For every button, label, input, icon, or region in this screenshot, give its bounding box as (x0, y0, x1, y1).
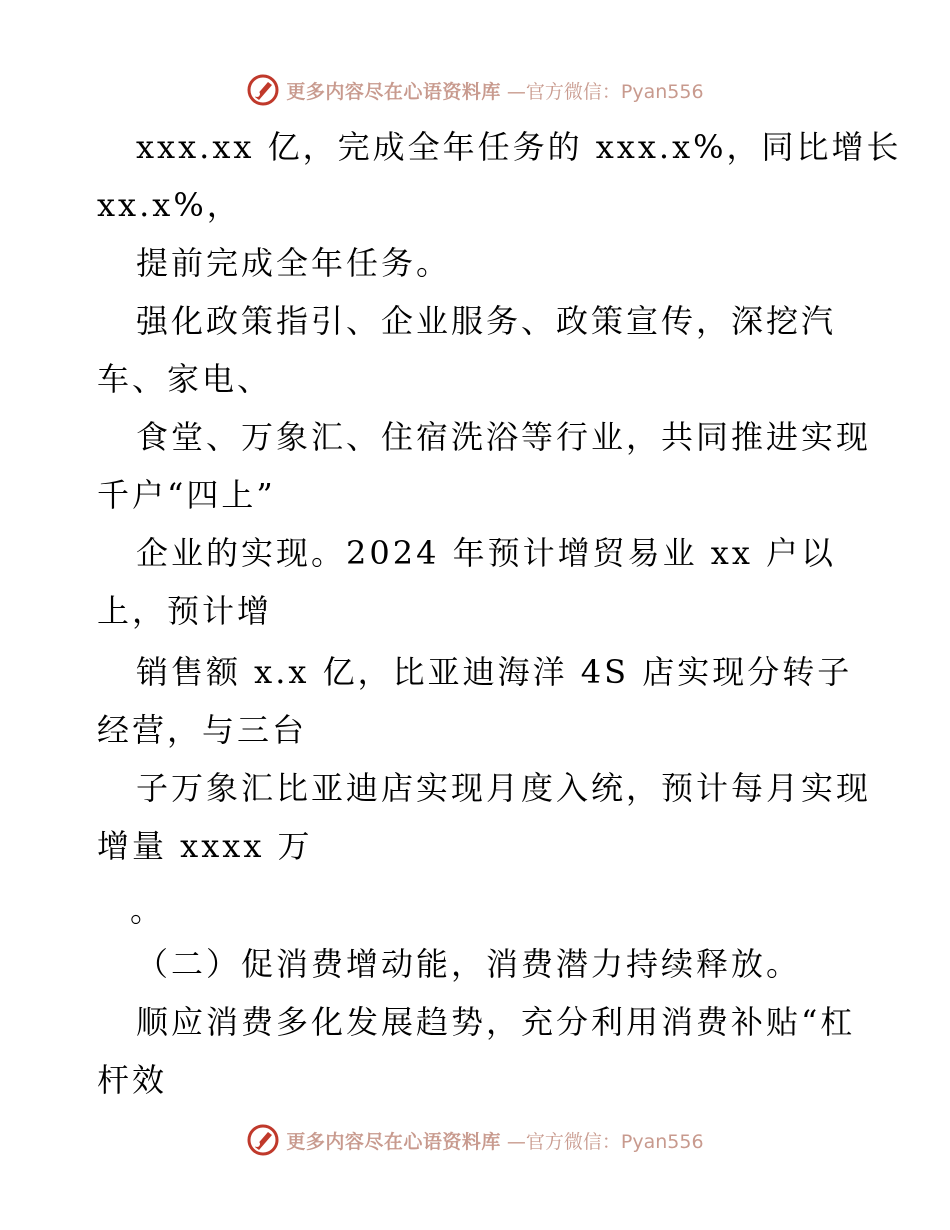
watermark-contact: —官方微信：Pyan556 (506, 1130, 704, 1153)
watermark-text: 更多内容尽在心语资料库 (286, 1130, 501, 1153)
text-line: 食堂、万象汇、住宿洗浴等行业，共同推进实现 (136, 418, 872, 456)
text-line: 。 (130, 891, 166, 929)
watermark-text: 更多内容尽在心语资料库 (286, 80, 501, 103)
text-line: 企业的实现。2024 年预计增贸易业 xx 户以 (136, 534, 837, 572)
pen-logo-icon (246, 73, 280, 107)
text-line: 顺应消费多化发展趋势，充分利用消费补贴“杠 (136, 1003, 856, 1041)
text-line: 车、家电、 (97, 360, 273, 398)
text-line: xx.x%， (97, 186, 242, 224)
text-line: 强化政策指引、企业服务、政策宣传，深挖汽 (136, 302, 837, 340)
text-line: 增量 xxxx 万 (97, 827, 313, 865)
text-line: 千户“四上” (97, 476, 276, 514)
text-line: 经营，与三台 (97, 711, 308, 749)
footer-watermark (0, 1122, 950, 1158)
text-line: 提前完成全年任务。 (136, 244, 452, 282)
text-line: 子万象汇比亚迪店实现月度入统，预计每月实现 (136, 769, 872, 807)
watermark-contact: —官方微信：Pyan556 (506, 80, 704, 103)
text-line: xxx.xx 亿，完成全年任务的 xxx.x%，同比增长 (136, 128, 902, 166)
text-line: 杆效 (97, 1061, 168, 1099)
header-watermark (0, 72, 950, 108)
section-heading: （二）促消费增动能，消费潜力持续释放。 (136, 945, 802, 983)
text-line: 上，预计增 (97, 592, 273, 630)
pen-logo-icon (246, 1123, 280, 1157)
text-line: 销售额 x.x 亿，比亚迪海洋 4S 店实现分转子 (136, 653, 853, 691)
